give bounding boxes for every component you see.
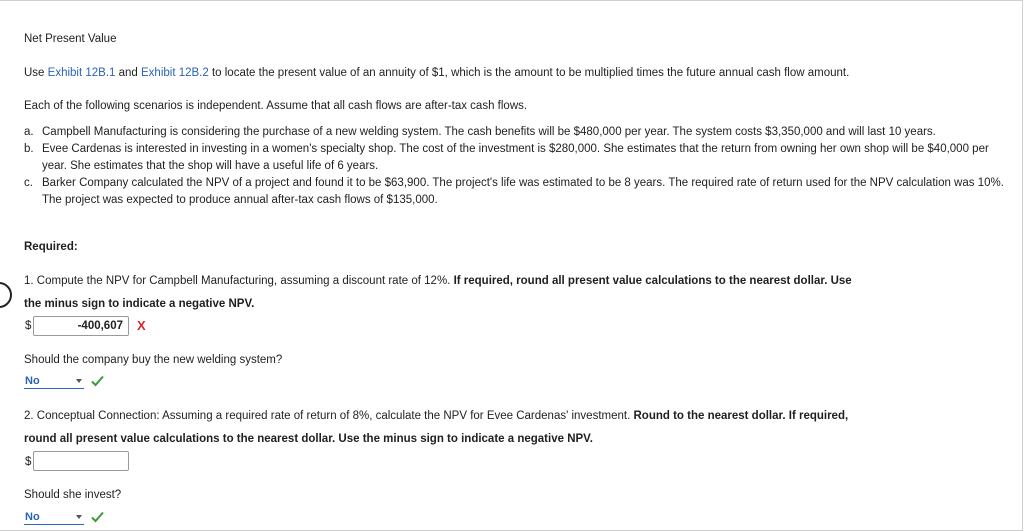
q2-currency-symbol: $ [25, 456, 32, 468]
dropdown-arrow-icon [76, 515, 82, 519]
correct-check-icon [91, 375, 104, 387]
q2-prompt-line1 [24, 410, 848, 422]
scenario-marker: b. [24, 143, 34, 155]
scenario-marker: a. [24, 126, 34, 138]
intro-prefix: Use [24, 67, 48, 79]
exhibit-12b1-link[interactable]: Exhibit 12B.1 [47, 67, 116, 79]
scenario-c [24, 175, 1014, 209]
scenario-text: Evee Cardenas is interested in investing in a women's specialty shop. The cost of the investment is $280,000. She estimates that the return from owning her own shop will be $40,000 per year. She estimates that the shop will have a useful life of 6 years. [42, 143, 989, 172]
required-heading: Required: [24, 241, 78, 253]
q2-npv-input[interactable] [33, 451, 129, 471]
q2-invest-select[interactable] [24, 511, 84, 525]
incorrect-x-icon: X [137, 318, 146, 333]
q1-select-value: No [25, 375, 40, 387]
page-title: Net Present Value [24, 33, 117, 45]
q1-instruction-line2: the minus sign to indicate a negative NPV. [24, 298, 255, 310]
intro-suffix: to locate the present value of an annuity of $1, which is the amount to be multiplied times the future annual cash flow amount. [208, 67, 850, 79]
scenario-text: Barker Company calculated the NPV of a project and found it to be $63,900. The project's life was estimated to be 8 years. The required rate of return used for the NPV calculation was 10%. The project was expected to produce annual after-tax cash flows of $135,000. [42, 177, 1004, 206]
q2-instruction: Round to the nearest dollar. If required, [633, 410, 849, 422]
q2-invest-question: Should she invest? [24, 489, 122, 501]
q1-instruction: If required, round all present value calculations to the nearest dollar. Use [453, 275, 852, 287]
dropdown-arrow-icon [76, 379, 82, 383]
scenario-list [24, 124, 1014, 209]
intro-text [24, 67, 849, 79]
q1-npv-input[interactable]: -400,607 [33, 316, 129, 336]
q1-currency-symbol: $ [25, 320, 32, 332]
q2-text: 2. Conceptual Connection: Assuming a required rate of return of 8%, calculate the NPV for Evee Cardenas' investment. [24, 410, 634, 422]
q1-buy-select[interactable] [24, 375, 84, 389]
correct-check-icon [91, 511, 104, 523]
independent-note: Each of the following scenarios is independent. Assume that all cash flows are after-tax cash flows. [24, 100, 528, 112]
intro-and: and [115, 67, 141, 79]
scenario-marker: c. [24, 177, 33, 189]
scenario-b [24, 141, 1014, 175]
q2-select-value: No [25, 511, 40, 523]
scenario-a [24, 124, 1014, 141]
q1-text: 1. Compute the NPV for Campbell Manufacturing, assuming a discount rate of 12%. [24, 275, 454, 287]
q2-instruction-line2: round all present value calculations to the nearest dollar. Use the minus sign to indicate a negative NPV. [24, 433, 593, 445]
scenario-text: Campbell Manufacturing is considering the purchase of a new welding system. The cash benefits will be $480,000 per year. The system costs $3,350,000 and will last 10 years. [42, 126, 936, 138]
exhibit-12b2-link[interactable]: Exhibit 12B.2 [141, 67, 209, 79]
q1-buy-question: Should the company buy the new welding system? [24, 354, 283, 366]
q1-prompt-line1 [24, 275, 852, 287]
